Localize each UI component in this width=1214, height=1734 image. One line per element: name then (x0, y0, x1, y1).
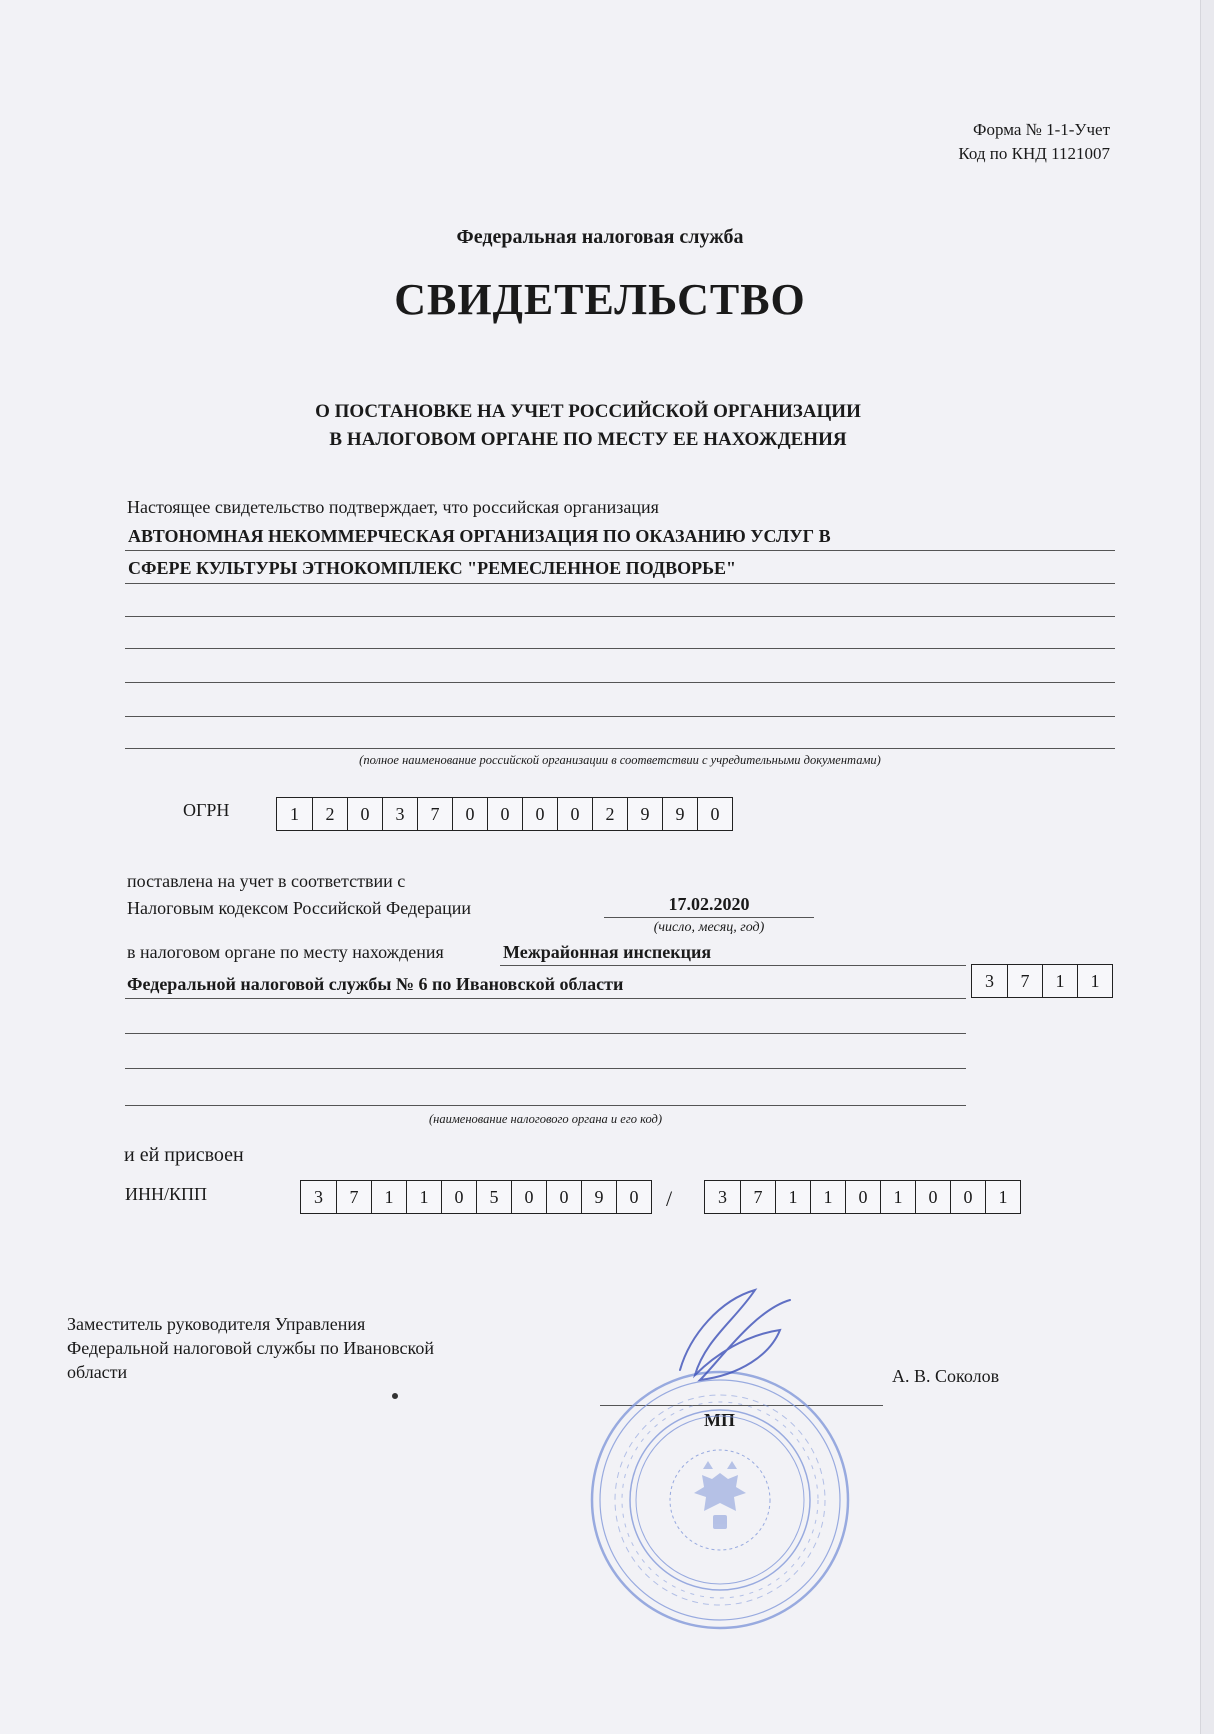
blank-line (125, 1068, 966, 1069)
inn-digit: 9 (581, 1181, 616, 1213)
ogrn-digit: 9 (627, 798, 662, 830)
tax-office-name-2: Федеральной налоговой службы № 6 по Ивановской области (127, 974, 624, 994)
kpp-digit: 0 (845, 1181, 880, 1213)
blank-line (125, 1105, 966, 1106)
tax-office-caption: (наименование налогового органа и его код) (428, 1112, 663, 1126)
ogrn-digit: 0 (522, 798, 557, 830)
tax-office-code-digit: 1 (1077, 965, 1112, 997)
blank-line (125, 716, 1115, 717)
signatory-name: А. В. Соколов (892, 1366, 1000, 1386)
kpp-digit: 1 (985, 1181, 1020, 1213)
blank-line (125, 648, 1115, 649)
registration-date: 17.02.2020 (668, 894, 750, 914)
kpp-digit: 0 (950, 1181, 985, 1213)
ogrn-digit: 1 (290, 804, 299, 824)
ogrn-digit: 3 (382, 798, 417, 830)
inn-digit: 0 (546, 1181, 581, 1213)
kpp-digit: 3 (718, 1187, 727, 1207)
inn-digit: 1 (371, 1181, 406, 1213)
tax-office-name-1: Межрайонная инспекция (503, 942, 712, 962)
kpp-digit: 7 (740, 1181, 775, 1213)
kpp-digit: 1 (880, 1181, 915, 1213)
agency-name: Федеральная налоговая служба (456, 226, 744, 248)
inn-kpp-label: ИНН/КПП (125, 1184, 208, 1204)
knd-code: Код по КНД 1121007 (958, 144, 1110, 163)
org-name-underline (125, 583, 1115, 584)
blank-line (125, 748, 1115, 749)
registration-line-1: поставлена на учет в соответствии с (127, 871, 406, 891)
form-number: Форма № 1-1-Учет (973, 120, 1110, 139)
inn-digit: 5 (476, 1181, 511, 1213)
blank-line (125, 682, 1115, 683)
tax-office-code-cells (971, 964, 1113, 998)
ogrn-digit: 0 (697, 798, 732, 830)
blank-line (125, 1033, 966, 1034)
org-name-line-2: СФЕРЕ КУЛЬТУРЫ ЭТНОКОМПЛЕКС "РЕМЕСЛЕННОЕ ПОДВОРЬЕ" (128, 558, 737, 578)
subtitle-line-2: В НАЛОГОВОМ ОРГАНЕ ПО МЕСТУ ЕЕ НАХОЖДЕНИЯ (329, 429, 847, 450)
inn-digit: 7 (336, 1181, 371, 1213)
emblem-eagle-icon (694, 1461, 746, 1529)
signatory-position-1: Заместитель руководителя Управления (67, 1314, 366, 1334)
assigned-text: и ей присвоен (124, 1144, 244, 1166)
ogrn-digit: 0 (557, 798, 592, 830)
inn-digit: 3 (314, 1187, 323, 1207)
ogrn-digit: 2 (312, 798, 347, 830)
inn-digit: 0 (441, 1181, 476, 1213)
inn-cells (300, 1180, 652, 1214)
ogrn-digit: 0 (347, 798, 382, 830)
intro-text: Настоящее свидетельство подтверждает, что российская организация (127, 497, 659, 517)
stray-dot (392, 1393, 398, 1399)
signatory-position-3: области (67, 1362, 128, 1382)
tax-office-underline (500, 965, 966, 966)
org-name-caption: (полное наименование российской организации в соответствии с учредительными документами) (359, 753, 881, 767)
official-seal (585, 1365, 855, 1635)
ogrn-digit: 0 (487, 798, 522, 830)
tax-office-code-digit: 7 (1007, 965, 1042, 997)
tax-office-underline (125, 998, 966, 999)
document-title: СВИДЕТЕЛЬСТВО (394, 275, 806, 324)
ogrn-digit: 7 (417, 798, 452, 830)
date-caption: (число, месяц, год) (653, 920, 765, 935)
tax-office-code-digit: 1 (1042, 965, 1077, 997)
kpp-digit: 0 (915, 1181, 950, 1213)
inn-kpp-separator: / (666, 1186, 673, 1211)
kpp-digit: 1 (810, 1181, 845, 1213)
registration-line-2: Налоговым кодексом Российской Федерации (127, 898, 472, 918)
tax-office-code-digit: 3 (985, 971, 994, 991)
ogrn-digit: 2 (592, 798, 627, 830)
blank-line (125, 616, 1115, 617)
handwritten-signature (660, 1280, 800, 1400)
subtitle-line-1: О ПОСТАНОВКЕ НА УЧЕТ РОССИЙСКОЙ ОРГАНИЗАЦИИ (315, 401, 861, 422)
ogrn-digit: 0 (452, 798, 487, 830)
ogrn-digit: 9 (662, 798, 697, 830)
kpp-cells (704, 1180, 1021, 1214)
org-name-line-1: АВТОНОМНАЯ НЕКОММЕРЧЕСКАЯ ОРГАНИЗАЦИЯ ПО ОКАЗАНИЮ УСЛУГ В (128, 526, 831, 546)
ogrn-label: ОГРН (183, 800, 230, 820)
signatory-position-2: Федеральной налоговой службы по Ивановской (67, 1338, 434, 1358)
tax-office-prefix: в налоговом органе по месту нахождения (127, 942, 444, 962)
inn-digit: 0 (511, 1181, 546, 1213)
org-name-underline (125, 550, 1115, 551)
ogrn-cells (276, 797, 733, 831)
inn-digit: 1 (406, 1181, 441, 1213)
inn-digit: 0 (616, 1181, 651, 1213)
stamp-place-label: МП (704, 1410, 735, 1430)
kpp-digit: 1 (775, 1181, 810, 1213)
date-underline (604, 917, 814, 918)
